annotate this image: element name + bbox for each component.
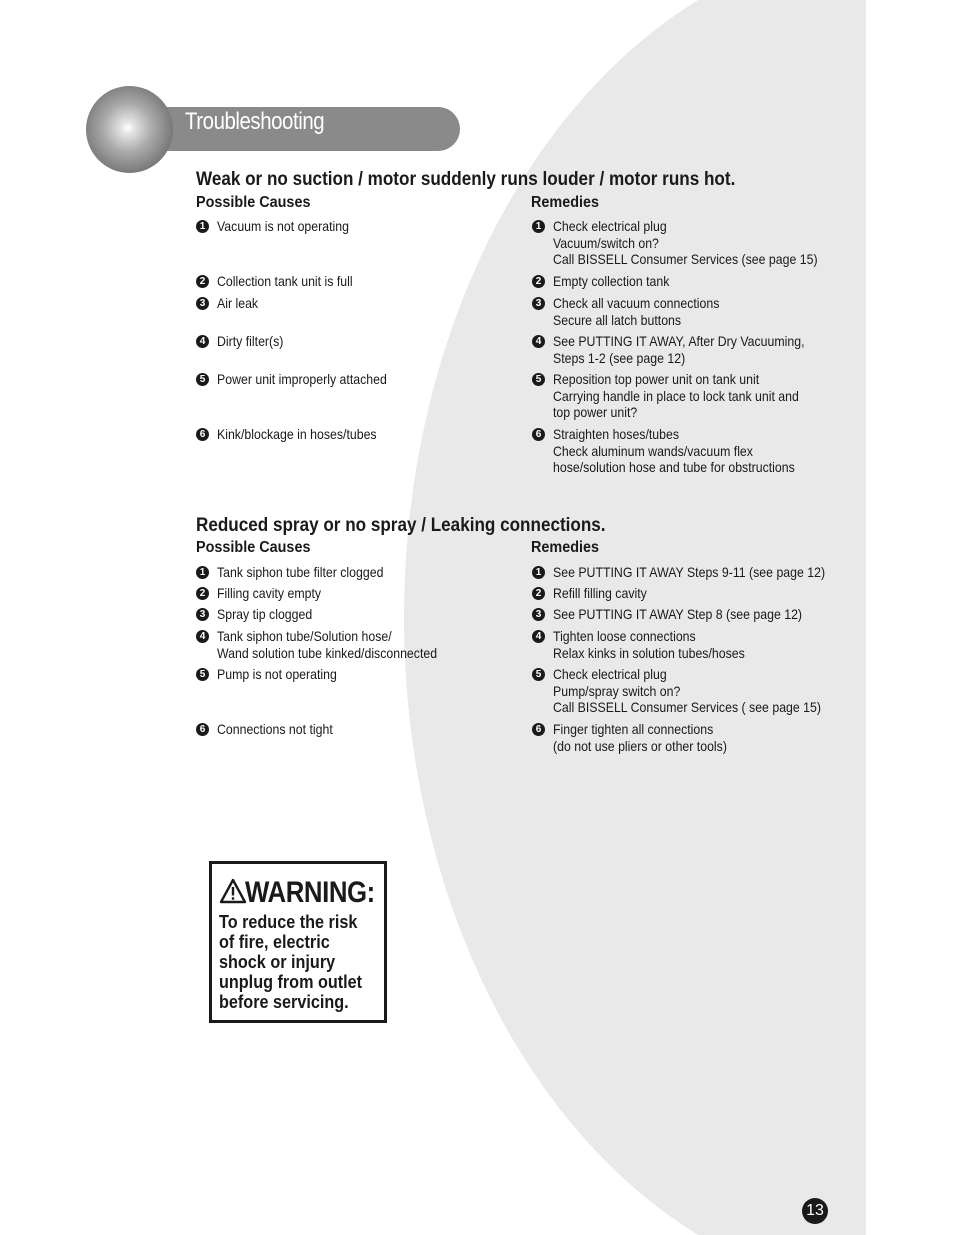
section1-causes-heading: Possible Causes <box>196 194 311 211</box>
remedy-item-line: Straighten hoses/tubes <box>553 426 680 442</box>
number-bullet-icon: 3 <box>196 297 209 310</box>
remedy-item-line: top power unit? <box>553 404 638 420</box>
remedy-item-line: Secure all latch buttons <box>553 311 682 328</box>
cause-item-line: Kink/blockage in hoses/tubes <box>217 426 377 442</box>
cause-item-text <box>217 628 437 661</box>
number-bullet-icon: 2 <box>196 275 209 288</box>
page-title: Troubleshooting <box>185 108 325 135</box>
remedy-item-text <box>553 273 669 290</box>
cause-item-line: Filling cavity empty <box>217 585 322 601</box>
remedy-item-line: Check electrical plug <box>553 666 667 682</box>
remedy-item-line: Reposition top power unit on tank unit <box>553 371 760 387</box>
remedy-item-text <box>553 628 745 661</box>
cause-item-text <box>217 295 258 312</box>
cause-item-text <box>217 426 377 443</box>
cause-item-text <box>217 585 321 602</box>
number-bullet-icon: 1 <box>532 220 545 233</box>
cause-item-text <box>217 333 283 350</box>
cause-item-text <box>217 273 353 290</box>
cause-item-text <box>217 606 312 623</box>
warning-line: shock or injury <box>219 952 336 972</box>
warning-line: of fire, electric <box>219 932 330 952</box>
remedy-item-line: Refill filling cavity <box>553 585 647 601</box>
warning-title: WARNING: <box>245 876 375 909</box>
number-bullet-icon: 5 <box>532 373 545 386</box>
remedy-item-line: Check electrical plug <box>553 218 667 234</box>
page-number: 13 <box>802 1198 828 1224</box>
number-bullet-icon: 6 <box>532 723 545 736</box>
section1-title: Weak or no suction / motor suddenly runs louder / motor runs hot. <box>196 169 736 190</box>
header-orb-icon <box>86 86 173 173</box>
cause-item-line: Air leak <box>217 295 259 311</box>
warning-body <box>219 912 362 1012</box>
cause-item-line: Pump is not operating <box>217 666 337 682</box>
section2-remedies-heading: Remedies <box>531 539 600 556</box>
remedy-item-line: See PUTTING IT AWAY, After Dry Vacuuming, <box>553 333 805 349</box>
cause-item-text <box>217 564 383 581</box>
cause-item-text <box>217 721 333 738</box>
remedy-item-line: Relax kinks in solution tubes/hoses <box>553 644 745 661</box>
remedy-item-line: Steps 1-2 (see page 12) <box>553 349 686 366</box>
cause-item-text <box>217 371 387 388</box>
section2-causes-heading: Possible Causes <box>196 539 311 556</box>
number-bullet-icon: 6 <box>532 428 545 441</box>
remedy-item-text <box>553 564 825 581</box>
cause-item-text <box>217 666 337 683</box>
remedy-item-line: See PUTTING IT AWAY Steps 9-11 (see page 12) <box>553 564 826 580</box>
warning-line: unplug from outlet <box>219 972 363 992</box>
remedy-item-line: hose/solution hose and tube for obstructions <box>553 459 795 475</box>
number-bullet-icon: 4 <box>532 335 545 348</box>
number-bullet-icon: 6 <box>196 723 209 736</box>
cause-item-line: Tank siphon tube/Solution hose/ <box>217 628 392 644</box>
number-bullet-icon: 4 <box>532 630 545 643</box>
cause-item-line: Collection tank unit is full <box>217 273 353 289</box>
remedy-item-line: Empty collection tank <box>553 273 670 289</box>
section2-title: Reduced spray or no spray / Leaking connections. <box>196 515 606 536</box>
remedy-item-line: (do not use pliers or other tools) <box>553 737 727 754</box>
remedy-item-line: Carrying handle in place to lock tank unit and <box>553 387 799 404</box>
warning-box <box>209 861 387 1023</box>
remedy-item-line: Finger tighten all connections <box>553 721 714 737</box>
cause-item-text <box>217 218 349 235</box>
number-bullet-icon: 1 <box>532 566 545 579</box>
remedy-item-text <box>553 606 802 623</box>
remedy-item-line: Tighten loose connections <box>553 628 696 644</box>
remedy-item-text <box>553 585 647 602</box>
number-bullet-icon: 5 <box>532 668 545 681</box>
number-bullet-icon: 3 <box>532 608 545 621</box>
number-bullet-icon: 4 <box>196 630 209 643</box>
remedy-item-line: Check aluminum wands/vacuum flex <box>553 442 753 459</box>
remedy-item-text <box>553 721 727 754</box>
remedy-item-text <box>553 371 799 421</box>
number-bullet-icon: 5 <box>196 373 209 386</box>
cause-item-line: Power unit improperly attached <box>217 371 387 387</box>
remedy-item-text <box>553 218 818 268</box>
remedy-item-line: Vacuum/switch on? <box>553 234 659 251</box>
number-bullet-icon: 1 <box>196 566 209 579</box>
cause-item-line: Wand solution tube kinked/disconnected <box>217 644 438 661</box>
cause-item-line: Connections not tight <box>217 721 333 737</box>
cause-item-line: Dirty filter(s) <box>217 333 284 349</box>
remedy-item-text <box>553 333 805 366</box>
section1-remedies-heading: Remedies <box>531 194 600 211</box>
number-bullet-icon: 3 <box>196 608 209 621</box>
number-bullet-icon: 2 <box>196 587 209 600</box>
remedy-item-line: Pump/spray switch on? <box>553 682 681 699</box>
remedy-item-text <box>553 426 795 476</box>
cause-item-line: Vacuum is not operating <box>217 218 349 234</box>
warning-triangle-icon <box>219 878 247 904</box>
number-bullet-icon: 5 <box>196 668 209 681</box>
number-bullet-icon: 4 <box>196 335 209 348</box>
remedy-item-text <box>553 666 821 716</box>
number-bullet-icon: 3 <box>532 297 545 310</box>
number-bullet-icon: 6 <box>196 428 209 441</box>
remedy-item-line: Check all vacuum connections <box>553 295 720 311</box>
remedy-item-text <box>553 295 719 328</box>
page-margin <box>866 0 954 1235</box>
remedy-item-line: Call BISSELL Consumer Services ( see page 15) <box>553 699 821 715</box>
remedy-item-line: See PUTTING IT AWAY Step 8 (see page 12) <box>553 606 803 622</box>
number-bullet-icon: 2 <box>532 275 545 288</box>
warning-line: before servicing. <box>219 992 349 1012</box>
number-bullet-icon: 1 <box>196 220 209 233</box>
cause-item-line: Spray tip clogged <box>217 606 313 622</box>
cause-item-line: Tank siphon tube filter clogged <box>217 564 384 580</box>
remedy-item-line: Call BISSELL Consumer Services (see page 15) <box>553 251 818 267</box>
number-bullet-icon: 2 <box>532 587 545 600</box>
warning-line: To reduce the risk <box>219 912 358 932</box>
